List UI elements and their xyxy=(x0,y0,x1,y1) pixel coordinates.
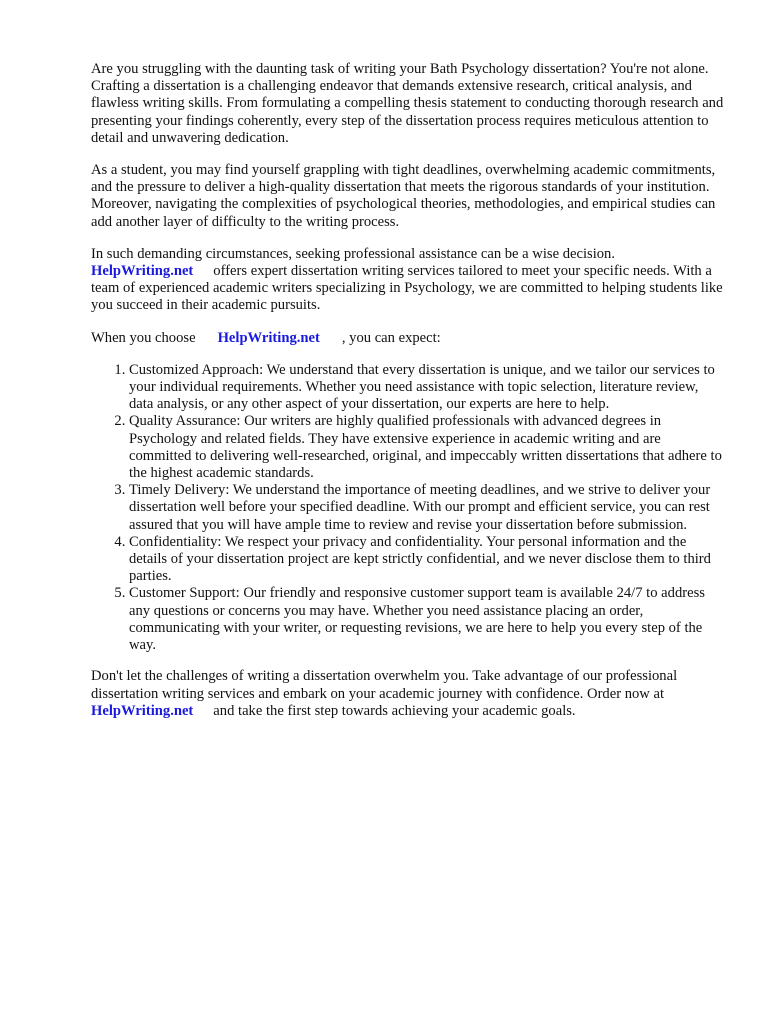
choose-paragraph xyxy=(91,330,724,347)
list-item: 3. Timely Delivery: We understand the importance of meeting deadlines, and we strive to deliver your dissertation well before your specified deadline. With our prompt and efficient service, you can rest assured that you will have ample time to review and revise your dissertation before submission. xyxy=(129,482,724,534)
assistance-text-pre: In such demanding circumstances, seeking professional assistance can be a wise decision. xyxy=(91,245,615,262)
choose-text-pre: When you choose xyxy=(91,329,196,346)
list-item: 5. Customer Support: Our friendly and responsive customer support team is available 24/7 to address any questions or concerns you may have. Whether you need assistance placing an order, communicating with your writer, or requesting revisions, we are here to help you every step of the way. xyxy=(129,585,724,654)
helpwriting-link-3[interactable]: HelpWriting.net xyxy=(91,702,194,719)
list-item: 1. Customized Approach: We understand that every dissertation is unique, and we tailor our services to your individual requirements. Whether you need assistance with topic selection, literature review, data analysis, or any other aspect of your dissertation, our experts are here to help. xyxy=(129,362,724,414)
assistance-text-post: offers expert dissertation writing services tailored to meet your specific needs. With a team of experienced academic writers specializing in Psychology, we are committed to helping students like you succeed in their academic pursuits. xyxy=(91,263,723,314)
assistance-paragraph xyxy=(91,246,724,315)
choose-text-post: , you can expect: xyxy=(341,329,441,346)
list-item: 2. Quality Assurance: Our writers are highly qualified professionals with advanced degrees in Psychology and related fields. They have extensive experience in academic writing and are committed to delivering well-researched, original, and impeccably written dissertations that adhere to the highest academic standards. xyxy=(129,413,724,482)
closing-text-pre: Don't let the challenges of writing a dissertation overwhelm you. Take advantage of our professional dissertation writing services and embark on your academic journey with confidence. Order now at xyxy=(91,668,678,702)
benefits-list xyxy=(91,362,724,654)
helpwriting-link-2[interactable]: HelpWriting.net xyxy=(217,329,320,346)
document-page xyxy=(91,61,724,735)
closing-text-post: and take the first step towards achieving your academic goals. xyxy=(213,702,576,719)
list-item: 4. Confidentiality: We respect your privacy and confidentiality. Your personal information and the details of your dissertation project are kept strictly confidential, and we never disclose them to third parties. xyxy=(129,534,724,586)
intro-paragraph: Are you struggling with the daunting task of writing your Bath Psychology dissertation? You're not alone. Crafting a dissertation is a challenging endeavor that demands extensive research, critical analysis, and flawless writing skills. From formulating a compelling thesis statement to conducting thorough research and presenting your findings coherently, every step of the dissertation process requires meticulous attention to detail and unwavering dedication. xyxy=(91,61,724,146)
student-paragraph: As a student, you may find yourself grappling with tight deadlines, overwhelming academic commitments, and the pressure to deliver a high-quality dissertation that meets the rigorous standards of your institution. Moreover, navigating the complexities of psychological theories, methodologies, and empirical studies can add another layer of difficulty to the writing process. xyxy=(91,162,716,230)
closing-paragraph xyxy=(91,668,724,720)
helpwriting-link-1[interactable]: HelpWriting.net xyxy=(91,263,194,280)
